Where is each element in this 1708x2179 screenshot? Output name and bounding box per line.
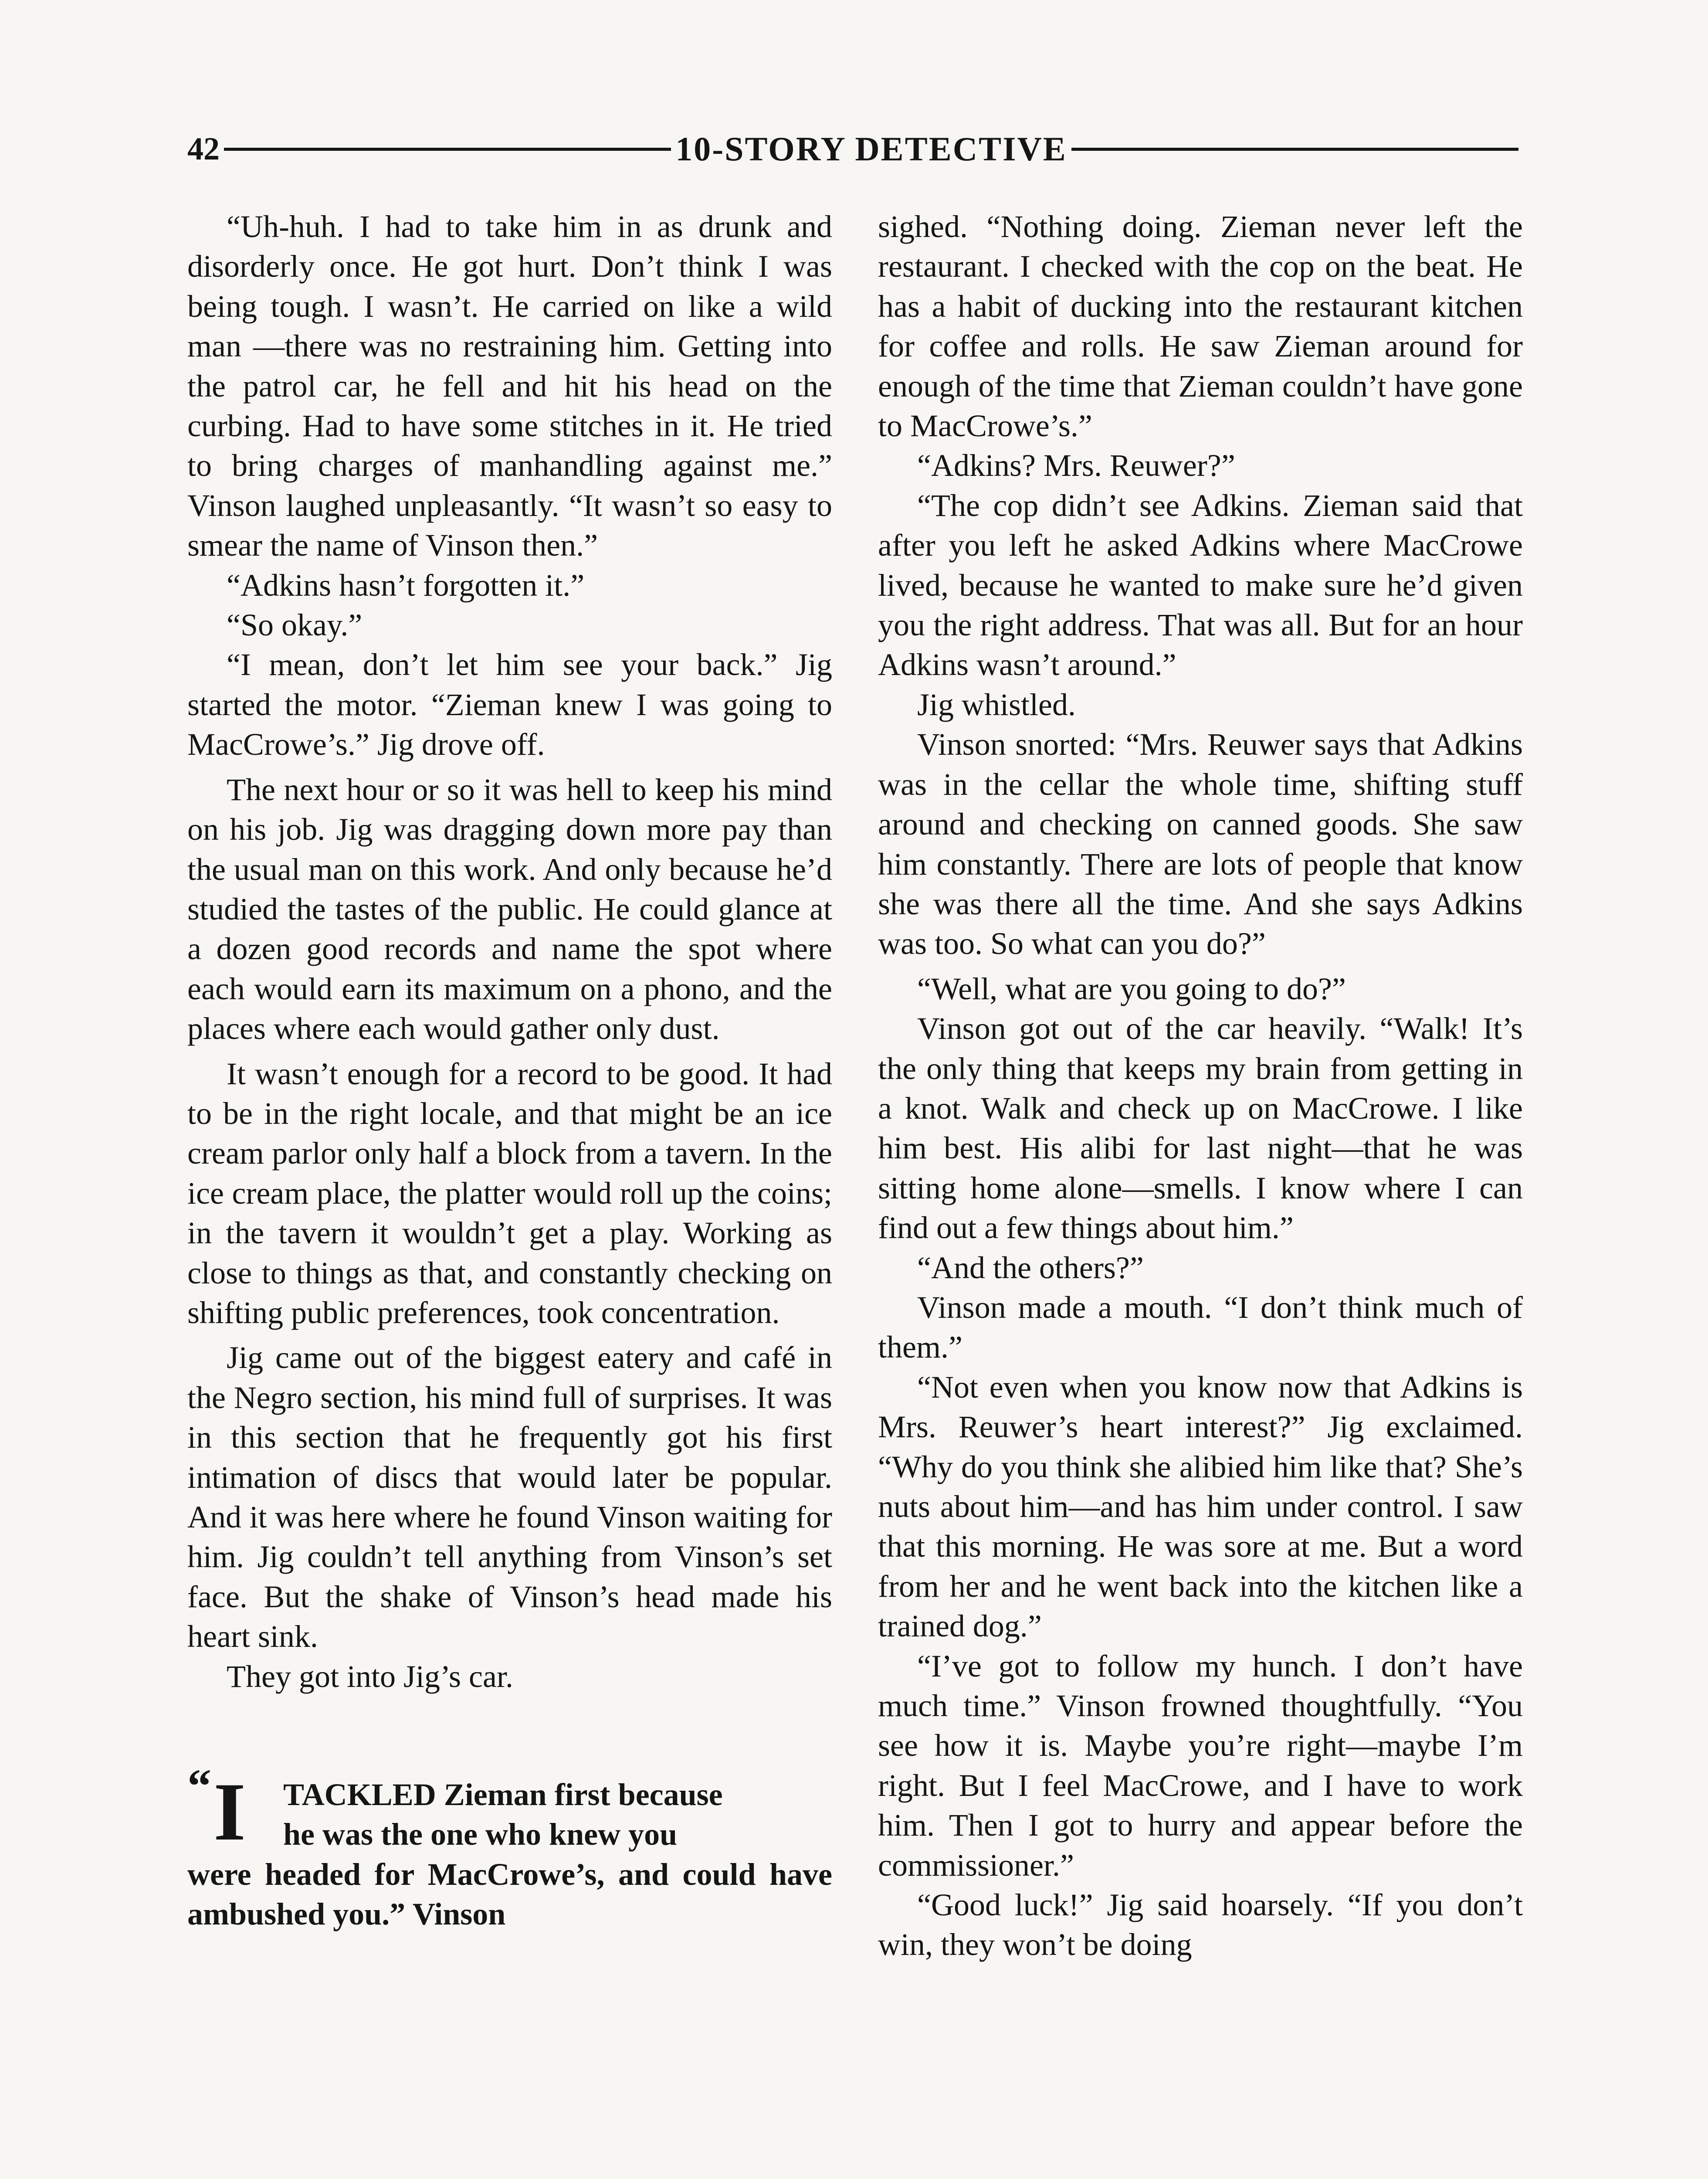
paragraph: “And the others?” [917,1250,1144,1285]
paragraph: “Adkins hasn’t forgotten it.” [227,567,585,603]
paragraph: They got into Jig’s car. [227,1659,513,1694]
paragraph: Vinson snorted: “Mrs. Reuwer says that Adkins was in the cellar the whole time, shifting stuff around and checking on canned goods. She saw him constantly. There are lots of people that know she was there all the time. And she says Adkins was too. So what can you do?” [878,727,1523,961]
paragraph: “Well, what are you going to do?” [917,971,1346,1006]
dropcap-quote: “ [187,1759,211,1813]
paragraph: sighed. “Nothing doing. Zieman never left the restaurant. I checked with the cop on the beat. He has a habit of ducking into the restaurant kitchen for coffee and rolls. He saw Zieman around for enough of the time that Zieman couldn’t have gone to MacCrowe’s.” [878,209,1523,444]
paragraph: Jig whistled. [917,687,1076,722]
dropcap-letter: I [214,1766,246,1858]
dropcap-line-2: he was the one who knew you [283,1817,678,1852]
paragraph: It wasn’t enough for a record to be good. It had to be in the right locale, and that might be an ice cream parlor only half a block from a tavern. In the ice cream place, the platter would roll up the coins; in the tavern it wouldn’t get a play. Working as close to things as that, and constantly checking on shifting public preferences, took concentration. [187,1056,832,1330]
paragraph: “Not even when you know now that Adkins is Mrs. Reuwer’s heart interest?” Jig exclaimed. “Why do you think she alibied him like that? She’s nuts about him—and has him under control. I saw that this morning. He was sore at me. But a word from her and he went back into the kitchen like a trained dog.” [878,1369,1523,1644]
paragraph: “So okay.” [227,608,363,643]
paragraph: “I’ve got to follow my hunch. I don’t have much time.” Vinson frowned thoughtfully. “You see how it is. Maybe you’re right—maybe I’m right. But I feel MacCrowe, and I have to work him. Then I got to hurry and appear before the commissioner.” [878,1648,1523,1883]
right-column [878,207,1523,2179]
paragraph: “The cop didn’t see Adkins. Zieman said that after you left he asked Adkins where MacCrowe lived, because he wanted to make sure he’d given you the right address. That was all. But for an hour Adkins wasn’t around.” [878,488,1523,682]
paragraph: The next hour or so it was hell to keep his mind on his job. Jig was dragging down more pay than the usual man on this work. And only because he’d studied the tastes of the public. He could glance at a dozen good records and name the spot where each would earn its maximum on a phono, and the places where each would gather only dust. [187,772,832,1046]
header-rule-left [224,148,671,151]
left-column [187,207,832,2179]
paragraph: “Uh-huh. I had to take him in as drunk and disorderly once. He got hurt. Don’t think I was being tough. I wasn’t. He carried on like a wild man —there was no restraining him. Getting into the patrol car, he fell and hit his head on the curbing. Had to have some stitches in it. He tried to bring charges of manhandling against me.” Vinson laughed unpleasantly. “It wasn’t so easy to smear the name of Vinson then.” [187,209,832,563]
lead-in: TACKLED Zieman first because [283,1777,723,1812]
paragraph: “I mean, don’t let him see your back.” Jig started the motor. “Zieman knew I was going to MacCrowe’s.” Jig drove off. [187,647,832,762]
paragraph: Jig came out of the biggest eatery and café in the Negro section, his mind full of surprises. It was in this section that he frequently got his first intimation of discs that would later be popular. And it was here where he found Vinson waiting for him. Jig couldn’t tell anything from Vinson’s set face. But the shake of Vinson’s head made his heart sink. [187,1340,832,1654]
running-header [187,127,1523,171]
header-rule-right [1071,148,1518,151]
dropcap-rest: were headed for MacCrowe’s, and could have ambushed you.” Vinson [187,1857,832,1932]
paragraph: Vinson made a mouth. “I don’t think much of them.” [878,1290,1523,1365]
paragraph: Vinson got out of the car heavily. “Walk! It’s the only thing that keeps my brain from getting in a knot. Walk and check up on MacCrowe. I like him best. His alibi for last night—that he was sitting home alone—smells. I know where I can find out a few things about him.” [878,1011,1523,1246]
running-title: 10-STORY DETECTIVE [675,130,1067,168]
section-opening-paragraph [187,1759,832,1935]
paragraph: “Good luck!” Jig said hoarsely. “If you don’t win, they won’t be doing [878,1887,1523,1962]
paragraph: “Adkins? Mrs. Reuwer?” [917,448,1235,483]
page-number: 42 [187,131,220,167]
